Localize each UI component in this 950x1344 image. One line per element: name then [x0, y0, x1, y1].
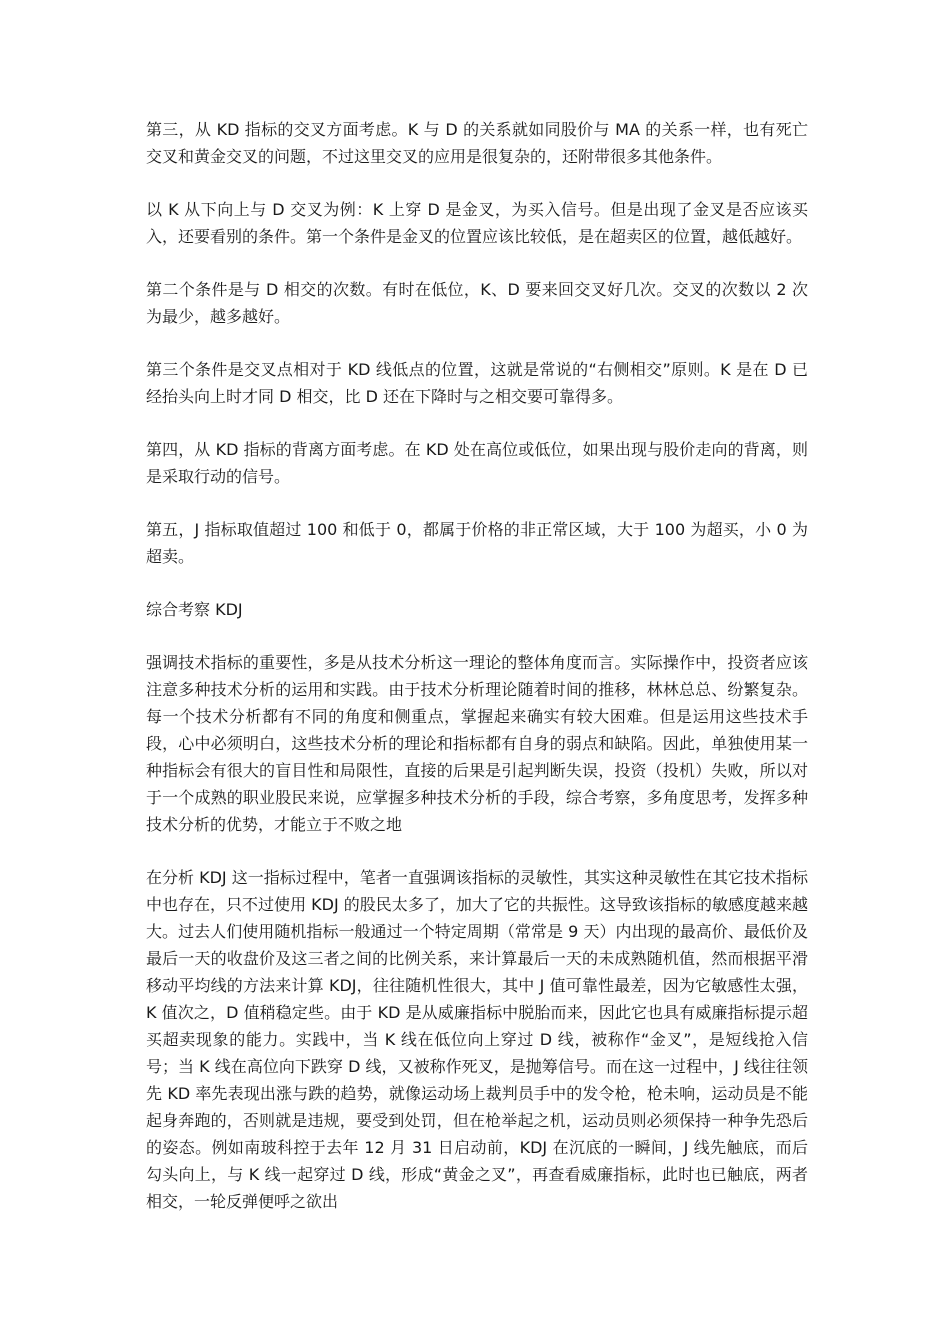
document-body [146, 116, 808, 1241]
section-heading: 综合考察 KDJ [146, 600, 243, 619]
paragraph-kd-crossover: 第三，从 KD 指标的交叉方面考虑。K 与 D 的关系就如同股价与 MA 的关系一样，也有死亡交叉和黄金交叉的问题，不过这里交叉的应用是很复杂的，还附带很多其他条件。 [146, 120, 808, 166]
paragraph-technical-indicators: 强调技术指标的重要性，多是从技术分析这一理论的整体角度而言。实际操作中，投资者应该注意多种技术分析的运用和实践。由于技术分析理论随着时间的推移，林林总总、纷繁复杂。每一个技术分析都有不同的角度和侧重点，掌握起来确实有较大困难。但是运用这些技术手段，心中必须明白，这些技术分析的理论和指标都有自身的弱点和缺陷。因此，单独使用某一种指标会有很大的盲目性和局限性，直接的后果是引起判断失误，投资（投机）失败，所以对于一个成熟的职业股民来说，应掌握多种技术分析的手段，综合考察，多角度思考，发挥多种技术分析的优势，才能立于不败之地 [146, 653, 808, 834]
paragraph-second-condition: 第二个条件是与 D 相交的次数。有时在低位，K、D 要来回交叉好几次。交叉的次数以 2 次为最少，越多越好。 [146, 280, 808, 326]
paragraph-kd-divergence: 第四，从 KD 指标的背离方面考虑。在 KD 处在高位或低位，如果出现与股价走向的背离，则是采取行动的信号。 [146, 440, 808, 486]
paragraph-j-indicator: 第五，J 指标取值超过 100 和低于 0，都属于价格的非正常区域，大于 100 为超买，小 0 为超卖。 [146, 520, 808, 566]
paragraph-golden-cross-example: 以 K 从下向上与 D 交叉为例：K 上穿 D 是金叉，为买入信号。但是出现了金叉是否应该买入，还要看别的条件。第一个条件是金叉的位置应该比较低，是在超卖区的位置，越低越好。 [146, 200, 808, 246]
paragraph-third-condition: 第三个条件是交叉点相对于 KD 线低点的位置，这就是常说的“右侧相交”原则。K 是在 D 已经抬头向上时才同 D 相交，比 D 还在下降时与之相交要可靠得多。 [146, 360, 808, 406]
paragraph-kdj-analysis: 在分析 KDJ 这一指标过程中，笔者一直强调该指标的灵敏性，其实这种灵敏性在其它技术指标中也存在，只不过使用 KDJ 的股民太多了，加大了它的共振性。这导致该指标的敏感度越来越大。过去人们使用随机指标一般通过一个特定周期（常常是 9 天）内出现的最高价、最低价及最后一天的收盘价及这三者之间的比例关系，来计算最后一天的未成熟随机值，然而根据平滑移动平均线的方法来计算 KDJ，往往随机性很大，其中 J 值可靠性最差，因为它敏感性太强，K 值次之，D 值稍稳定些。由于 KD 是从威廉指标中脱胎而来，因此它也具有威廉指标提示超买超卖现象的能力。实践中，当 K 线在低位向上穿过 D 线，被称作“金叉”，是短线抢入信号；当 K 线在高位向下跌穿 D 线，又被称作死叉，是抛筹信号。而在这一过程中，J 线往往领先 KD 率先表现出涨与跌的趋势，就像运动场上裁判员手中的发令枪，枪未响，运动员是不能起身奔跑的，否则就是违规，要受到处罚，但在枪举起之机，运动员则必须保持一种争先恐后的姿态。例如南玻科控于去年 12 月 31 日启动前，KDJ 在沉底的一瞬间，J 线先触底，而后勾头向上，与 K 线一起穿过 D 线，形成“黄金之叉”，再查看威廉指标，此时也已触底，两者相交，一轮反弹便呼之欲出 [146, 868, 808, 1211]
